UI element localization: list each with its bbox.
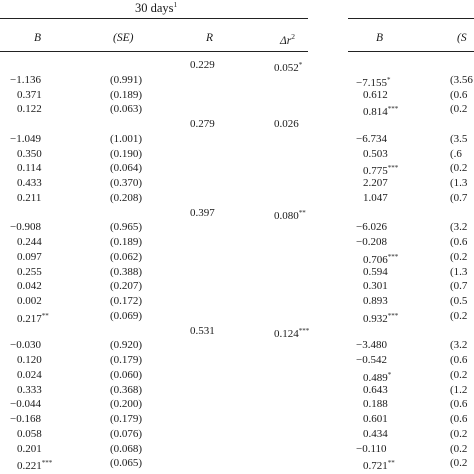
table-row [0,102,474,117]
table-row [0,442,474,457]
cell-b2-value: 0.814 [363,106,388,119]
cell-b1-value: −1.049 [10,132,41,145]
header-delta-r2-sup: 2 [291,32,295,41]
cell-se2-value: (0.2 [450,368,468,381]
cell-b1-value: 0.255 [17,265,42,278]
cell-b1 [17,250,42,265]
cell-r-value: 0.397 [190,206,215,219]
cell-b1 [17,147,42,162]
cell-b1 [17,88,42,103]
cell-se2-value: (0.6 [450,88,468,101]
cell-se1-value: (0.069) [110,309,143,322]
cell-b1 [17,427,42,442]
cell-b1-value: −0.908 [10,221,41,234]
cell-b1-value: 0.371 [17,88,42,101]
cell-se1-value: (0.920) [110,339,143,352]
header-b-left: B [34,32,42,44]
table-row [0,191,474,206]
cell-b1 [17,456,52,474]
cell-b1-value: 0.042 [17,280,42,293]
cell-b1-value: 0.221 [17,460,42,473]
cell-b2-value: 0.601 [363,413,388,425]
table-row [0,397,474,412]
cell-se1-value: (1.001) [110,132,143,145]
cell-b1-value: 0.244 [17,236,42,248]
cell-b2-value: 0.612 [363,88,388,101]
cell-b2 [363,265,388,280]
cell-b1 [10,397,41,412]
cell-b1 [17,442,42,457]
cell-se1-value: (0.190) [110,147,143,160]
table-row [0,353,474,368]
group-title-30-days [135,0,177,16]
cell-se1 [110,161,142,176]
cell-r-value: 0.229 [190,59,215,71]
cell-r [190,117,215,132]
cell-b1 [17,102,42,117]
cell-se2 [450,353,467,368]
significance-stars: ** [41,311,49,320]
cell-b1 [10,132,41,147]
cell-se1 [110,73,142,88]
group-rule-right [348,18,474,19]
cell-b2-value: 0.301 [363,280,388,293]
cell-dr-value: 0.052 [274,62,299,74]
table-row [0,220,474,235]
cell-b2-value: 0.188 [363,398,388,411]
cell-b1 [17,353,42,368]
significance-stars: *** [41,459,53,468]
cell-b2-value: −0.208 [356,236,387,248]
cell-r [190,206,215,221]
significance-stars: ** [298,208,306,217]
cell-se1 [110,235,142,250]
cell-b1 [17,235,42,250]
table-row [0,309,474,324]
cell-se1-value: (0.179) [110,354,143,366]
cell-se2-value: (3.56 [450,73,473,86]
cell-se2-value: (1.2 [450,383,468,396]
cell-b1 [17,279,42,294]
cell-se2-value: (3.2 [450,339,468,352]
significance-stars: *** [298,326,310,335]
cell-se2 [450,383,467,398]
cell-se2-value: (0.2 [450,427,468,440]
header-delta-r2 [280,32,295,47]
cell-b2-value: 0.434 [363,427,388,440]
cell-b1 [10,73,41,88]
cell-r [190,58,215,73]
cell-se2 [450,442,467,457]
cell-se1-value: (0.064) [110,162,143,175]
cell-r [190,324,215,339]
header-rule-right [348,51,474,52]
cell-se1-value: (0.068) [110,442,143,455]
cell-se1-value: (0.368) [110,383,143,396]
cell-b2-value: 0.775 [363,165,388,178]
cell-b1-value: 0.122 [17,103,42,116]
cell-se1 [110,383,142,398]
cell-se2 [450,88,467,103]
cell-se1-value: (0.076) [110,427,143,440]
cell-se2 [450,73,473,88]
table-row [0,265,474,280]
cell-se1 [110,265,142,280]
cell-se2 [450,132,467,147]
cell-b1-value: 0.002 [17,295,42,307]
cell-b2-value: −0.542 [356,354,387,366]
cell-b2-value: 0.893 [363,295,388,307]
cell-b1-value: 0.201 [17,442,42,455]
cell-b1 [17,294,42,309]
cell-se1-value: (0.062) [110,250,143,263]
cell-se1 [110,353,142,368]
cell-se1-value: (0.388) [110,265,143,278]
significance-stars: * [298,61,303,69]
header-se-left: (SE) [113,32,134,44]
cell-se2-value: (.6 [450,147,462,160]
cell-b2-value: −0.110 [356,442,387,455]
header-r: R [206,32,214,44]
cell-b1-value: 0.217 [17,312,42,325]
cell-b2-value: 0.489 [363,371,388,384]
cell-b2 [363,383,388,398]
significance-stars: *** [387,105,399,114]
cell-se1 [110,102,142,117]
table-row [0,117,474,132]
cell-b1-value: −0.168 [10,413,41,425]
cell-b1-value: 0.114 [17,162,42,175]
cell-se1 [110,191,142,206]
significance-stars: * [386,75,391,84]
cell-se1-value: (0.370) [110,177,143,189]
cell-b2-value: −3.480 [356,339,387,352]
cell-b2 [363,456,395,474]
cell-b1-value: 0.058 [17,427,42,440]
cell-b2 [356,338,387,353]
cell-b1-value: 0.097 [17,250,42,263]
cell-b2-value: 0.503 [363,147,388,160]
cell-se2-value: (0.2 [450,103,468,116]
cell-se2-value: (1.3 [450,265,468,278]
cell-se2 [450,397,467,412]
cell-se1 [110,309,142,324]
cell-b2-value: −7.155 [356,76,387,89]
table-row [0,147,474,162]
cell-se1 [110,456,142,471]
cell-b2-value: 0.932 [363,312,388,325]
cell-se2-value: (0.2 [450,457,468,470]
significance-stars: *** [387,164,399,173]
cell-b1-value: 0.024 [17,368,42,381]
cell-b2 [356,442,387,457]
cell-b1-value: −1.136 [10,73,41,86]
cell-se2 [450,191,467,206]
cell-se1 [110,250,142,265]
cell-se1 [110,412,142,427]
cell-b2 [363,191,388,206]
cell-se1 [110,279,142,294]
cell-se1-value: (0.172) [110,295,143,307]
cell-se2 [450,265,467,280]
cell-b2 [363,279,388,294]
cell-b2 [363,412,388,427]
cell-se1-value: (0.063) [110,103,143,116]
cell-dr-value: 0.124 [274,327,299,340]
cell-dr-value: 0.080 [274,209,299,222]
table-row [0,132,474,147]
group-title-footnote: 1 [173,0,178,9]
cell-b2-value: 0.594 [363,265,388,278]
cell-b1 [17,161,41,176]
table-row [0,250,474,265]
table-row [0,383,474,398]
cell-se1-value: (0.207) [110,280,143,293]
cell-b2 [363,397,388,412]
cell-b1 [17,191,41,206]
cell-se1-value: (0.189) [110,236,143,248]
cell-se2 [450,456,467,471]
cell-se1-value: (0.179) [110,413,143,425]
cell-b2-value: 0.643 [363,383,388,396]
cell-se2 [450,250,467,265]
cell-b2 [356,132,387,147]
cell-b1-value: 0.433 [17,177,42,189]
cell-se1 [110,442,142,457]
cell-se1-value: (0.991) [110,73,143,86]
cell-b2-value: 0.706 [363,253,388,266]
cell-se1 [110,88,142,103]
table-row [0,324,474,339]
table-row [0,206,474,221]
cell-r-value: 0.531 [190,324,215,337]
cell-se2-value: (0.2 [450,309,468,322]
cell-b2-value: −6.734 [356,132,387,145]
cell-se2 [450,368,467,383]
cell-se2 [450,427,467,442]
cell-se2 [450,161,467,176]
cell-b2 [363,294,388,309]
table-row [0,427,474,442]
cell-se2-value: (0.6 [450,413,468,425]
cell-b1 [17,265,42,280]
header-se-right: (S [457,32,467,44]
cell-se2 [450,102,467,117]
cell-b1 [10,338,41,353]
cell-b2 [356,353,387,368]
cell-r-value: 0.279 [190,118,215,130]
cell-se2 [450,176,467,191]
cell-se2 [450,309,467,324]
cell-b1-value: 0.350 [17,147,42,160]
group-title-text: 30 days [135,1,174,15]
cell-b2 [363,427,388,442]
cell-se1-value: (0.208) [110,191,143,204]
cell-b2-value: −6.026 [356,221,387,234]
cell-b1 [10,220,41,235]
cell-b2 [356,220,387,235]
cell-b2-value: 2.207 [363,177,388,189]
cell-se2 [450,220,467,235]
table-row [0,368,474,383]
cell-dr-value: 0.026 [274,118,299,130]
cell-se1 [110,132,142,147]
cell-b2-value: 1.047 [363,191,388,204]
cell-se2-value: (0.2 [450,442,468,455]
cell-b2 [363,147,388,162]
cell-se1 [110,397,142,412]
table-row [0,235,474,250]
table-row [0,58,474,73]
cell-se2-value: (3.2 [450,221,468,234]
cell-se1 [110,147,142,162]
cell-se1-value: (0.200) [110,398,143,411]
significance-stars: *** [387,311,399,320]
cell-se2 [450,279,467,294]
cell-se2-value: (0.2 [450,162,468,175]
cell-b1 [10,412,41,427]
cell-b2 [356,235,387,250]
cell-se1 [110,338,142,353]
cell-se1-value: (0.189) [110,88,143,101]
cell-dr [274,117,299,132]
cell-se1 [110,294,142,309]
cell-se1 [110,176,142,191]
cell-se2-value: (0.6 [450,236,468,248]
header-rule-left [0,51,308,52]
cell-b1-value: 0.333 [17,383,42,396]
cell-se2-value: (0.6 [450,354,468,366]
table-row [0,161,474,176]
cell-se2 [450,412,467,427]
cell-se1-value: (0.965) [110,221,143,234]
table-row [0,412,474,427]
cell-se2-value: (1.3 [450,177,468,189]
cell-b1-value: −0.044 [10,398,41,411]
table-row [0,88,474,103]
cell-se2-value: (3.5 [450,132,468,145]
cell-se2 [450,294,467,309]
cell-b2-value: 0.721 [363,460,388,473]
table-row [0,338,474,353]
significance-stars: * [387,370,392,379]
table-row [0,73,474,88]
table-row [0,279,474,294]
cell-se2-value: (0.2 [450,250,468,263]
header-delta-r2-text: Δr [280,35,292,47]
cell-se1-value: (0.065) [110,457,143,470]
table-row [0,294,474,309]
significance-stars: ** [387,459,395,468]
cell-b1-value: 0.211 [17,191,42,204]
cell-b1-value: −0.030 [10,339,41,352]
cell-se2-value: (0.5 [450,295,468,307]
cell-se2-value: (0.7 [450,191,468,204]
cell-se2 [450,338,467,353]
cell-b1 [17,383,42,398]
group-rule-left [0,18,308,19]
cell-se1-value: (0.060) [110,368,143,381]
cell-se2 [450,147,462,162]
cell-b1-value: 0.120 [17,354,42,366]
cell-b2 [363,176,388,191]
table-row [0,456,474,471]
table-row [0,176,474,191]
cell-se1 [110,427,142,442]
cell-se1 [110,220,142,235]
header-b-right: B [376,32,384,44]
cell-b2 [363,88,388,103]
cell-se2 [450,235,467,250]
significance-stars: *** [387,252,399,261]
cell-se1 [110,368,142,383]
cell-b1 [17,176,42,191]
cell-se2-value: (0.7 [450,280,468,293]
cell-b1 [17,368,42,383]
cell-se2-value: (0.6 [450,398,468,411]
